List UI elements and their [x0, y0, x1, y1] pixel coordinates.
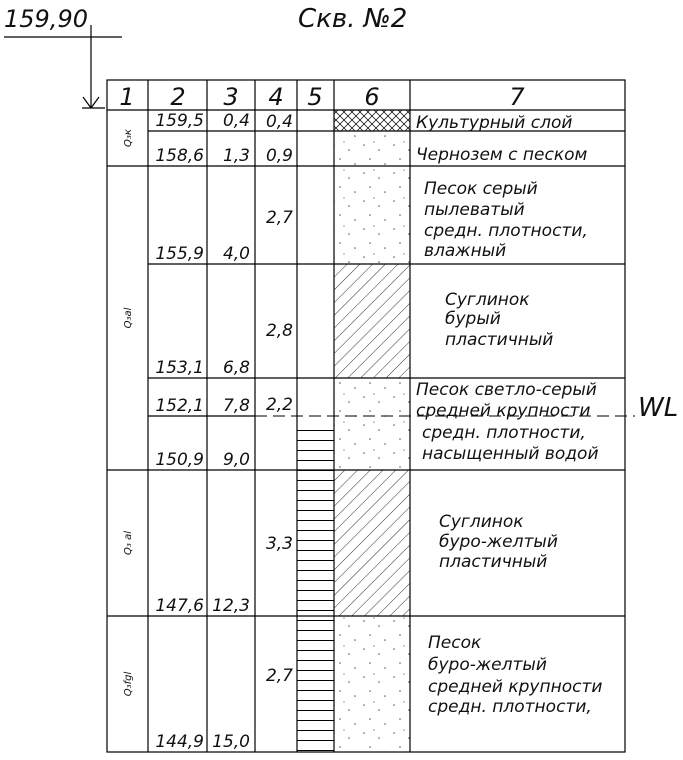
layer-description-line: средн. плотности,: [424, 221, 588, 241]
layer-thickness: 2,7: [265, 666, 293, 686]
layer-description-line: насыщенный водой: [422, 444, 599, 464]
well-title: Скв. №2: [298, 4, 408, 34]
layer-description-line: Суглинок: [439, 512, 524, 532]
elevation-leader: [4, 25, 122, 108]
layer-elevation: 150,9: [155, 450, 204, 470]
layer-description-line: буро-желтый: [428, 655, 547, 675]
layer-description-line: Суглинок: [445, 290, 530, 310]
lithology-fill-sand: [334, 166, 410, 264]
layer-thickness: 0,4: [265, 112, 293, 132]
geologic-indices: [123, 129, 134, 696]
layer-elevation: 159,5: [155, 111, 204, 131]
layer-description-line: пылеватый: [424, 200, 525, 220]
layer-thickness: 2,2: [265, 395, 293, 415]
column-header-4: 4: [268, 83, 284, 111]
ground-elevation: 159,90: [4, 5, 88, 33]
layer-description-line: средней крупности: [416, 401, 591, 421]
layer-elevation: 153,1: [155, 358, 204, 378]
layer-thickness: 0,9: [265, 146, 293, 166]
column-header-1: 1: [119, 83, 135, 111]
water-level-label: WL: [638, 393, 679, 423]
column-header-3: 3: [223, 83, 239, 111]
lithology-fill-sand: [334, 378, 410, 416]
layer-elevation: 147,6: [155, 596, 204, 616]
layer-description-line: Песок: [428, 633, 482, 653]
layer-description-line: пластичный: [445, 330, 554, 350]
layer-elevation: 155,9: [155, 244, 204, 264]
column-headers: [119, 83, 525, 111]
column-header-6: 6: [364, 83, 380, 111]
index-q3-al: Q₃ al: [123, 531, 134, 555]
layer-bottom-depth: 4,0: [222, 244, 250, 264]
layer-description-line: Чернозем с песком: [416, 145, 588, 165]
saturated-zone-stripes: [297, 425, 334, 752]
layer-description-line: Песок серый: [424, 179, 538, 199]
layer-thickness: 2,7: [265, 208, 293, 228]
layer-bottom-depth: 1,3: [222, 146, 250, 166]
column-header-5: 5: [307, 83, 323, 111]
lithology-column: [334, 110, 410, 752]
lithology-fill-sand: [334, 416, 410, 470]
layer-description-line: средней крупности: [428, 677, 603, 697]
layer-description-line: средн. плотности,: [428, 697, 592, 717]
index-q3fgl: Q₃fgl: [123, 671, 134, 697]
index-q3k: Q₃к: [123, 129, 134, 147]
layer-elevation: 144,9: [155, 732, 204, 752]
lithology-fill-loam: [334, 264, 410, 378]
lithology-fill-sand: [334, 616, 410, 752]
lithology-fill-loam: [334, 470, 410, 616]
layer-description-line: буро-желтый: [439, 532, 558, 552]
layer-bottom-depth: 0,4: [222, 111, 250, 131]
layer-description-line: Песок светло-серый: [416, 380, 597, 400]
layer-description-line: влажный: [424, 241, 507, 261]
lithology-fill-sand: [334, 131, 410, 166]
layer-elevation: 158,6: [155, 146, 204, 166]
layer-description-line: пластичный: [439, 552, 548, 572]
layer-bottom-depth: 15,0: [212, 732, 250, 752]
layer-thickness: 2,8: [265, 321, 293, 341]
lithology-fill-fill: [334, 110, 410, 131]
layer-bottom-depth: 9,0: [222, 450, 250, 470]
layer-description-line: Культурный слой: [416, 113, 573, 133]
layer-bottom-depth: 12,3: [212, 596, 250, 616]
layer-description-line: бурый: [445, 309, 501, 329]
column-header-2: 2: [170, 83, 186, 111]
index-q3al: Q₃al: [123, 307, 134, 329]
layer-bottom-depth: 6,8: [222, 358, 250, 378]
layer-bottom-depth: 7,8: [222, 396, 250, 416]
layer-elevation: 152,1: [155, 396, 204, 416]
column-header-7: 7: [509, 83, 525, 111]
layer-thickness: 3,3: [265, 534, 293, 554]
layer-description-line: средн. плотности,: [422, 423, 586, 443]
